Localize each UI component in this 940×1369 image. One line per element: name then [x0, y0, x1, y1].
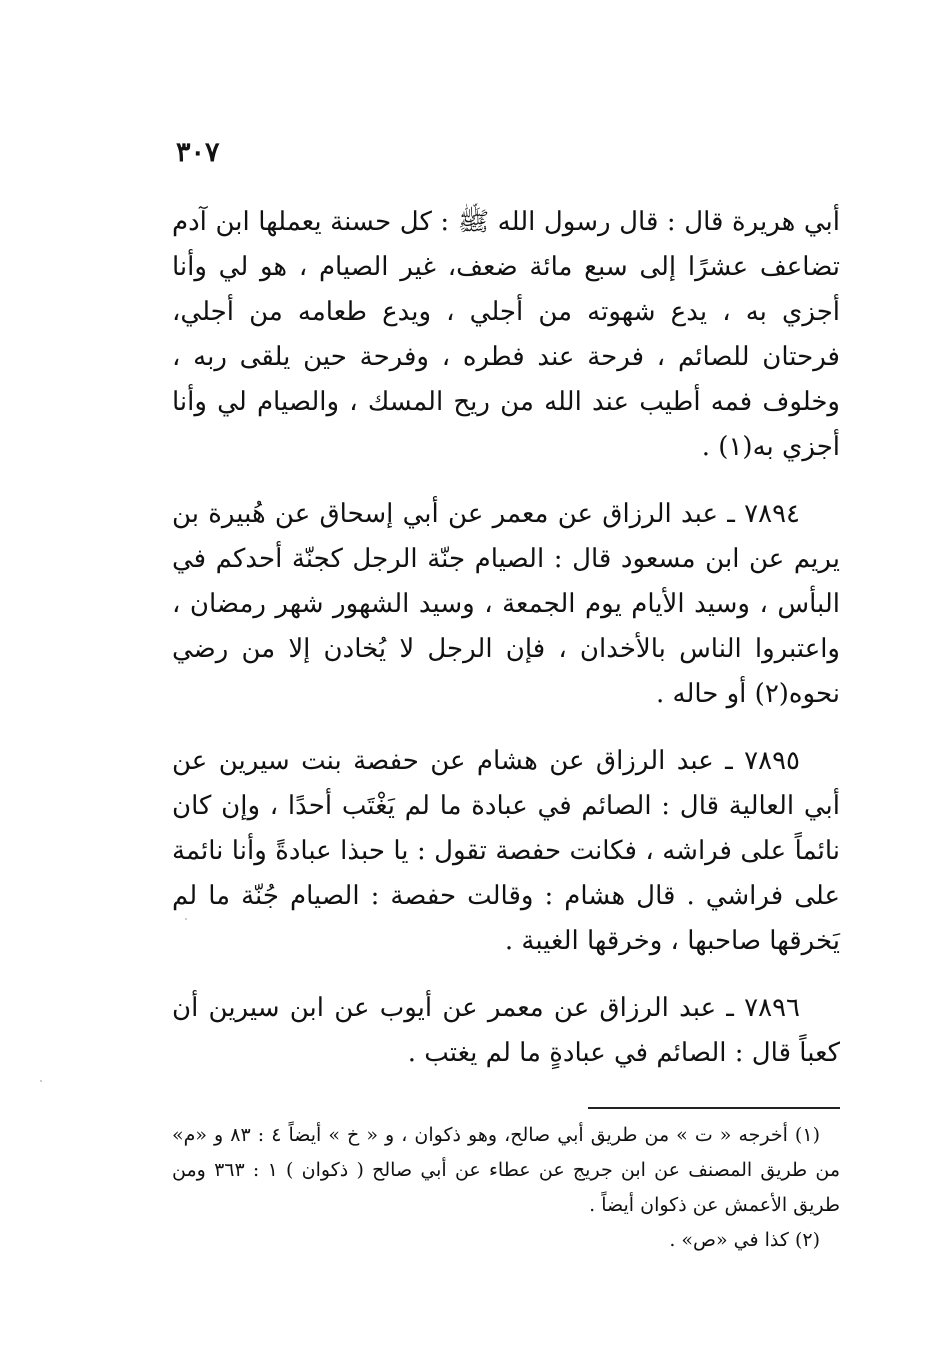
- hadith-paragraph-7894: ٧٨٩٤ ـ عبد الرزاق عن معمر عن أبي إسحاق عن هُبيرة بن يريم عن ابن مسعود قال : الصيام جنّة الرجل كجنّة أحدكم في البأس ، وسيد الأيام يوم الجمعة ، وسيد الشهور شهر رمضان ، واعتبروا الناس بالأخدان ، فإن الرجل لا يُخادن إلا من رضي نحوه(٢) أو حاله .: [172, 499, 840, 709]
- scan-speck: [185, 918, 187, 920]
- hadith-paragraph-7895: ٧٨٩٥ ـ عبد الرزاق عن هشام عن حفصة بنت سيرين عن أبي العالية قال : الصائم في عبادة ما لم يَغْتَب أحدًا ، وإن كان نائماً على فراشه ، فكانت حفصة تقول : يا حبذا عبادةً وأنا نائمة على فراشي . قال هشام : وقالت حفصة : الصيام جُنّة ما لم يَخرقها صاحبها ، وخرقها الغيبة .: [172, 746, 840, 956]
- scan-speck: [40, 1080, 42, 1082]
- footnote-1: (١) أخرجه « ت » من طريق أبي صالح، وهو ذكوان ، و « خ » أيضاً ٤ : ٨٣ و «م» من طريق المصنف عن ابن جريج عن عطاء عن أبي صالح ( ذكوان ) ١ : ٣٦٣ ومن طريق الأعمش عن ذكوان أيضاً .: [172, 1124, 841, 1216]
- page-number: ٣٠٧: [176, 137, 220, 168]
- footnotes: [172, 1118, 840, 1258]
- hadith-paragraph-continuation: أبي هريرة قال : قال رسول الله ﷺ : كل حسنة يعملها ابن آدم تضاعف عشرًا إلى سبع مائة ضعف، غير الصيام ، هو لي وأنا أجزي به ، يدع شهوته من أجلي ، ويدع طعامه من أجلي، فرحتان للصائم ، فرحة عند فطره ، وفرحة حين يلقى ربه ، وخلوف فمه أطيب عند الله من ريح المسك ، والصيام لي وأنا أجزي به(١) .: [172, 207, 840, 462]
- hadith-paragraph-7896: ٧٨٩٦ ـ عبد الرزاق عن معمر عن أيوب عن ابن سيرين أن كعباً قال : الصائم في عبادةٍ ما لم يغتب .: [172, 993, 840, 1068]
- footnote-2: (٢) كذا في «ص» .: [669, 1229, 820, 1251]
- main-text: [172, 200, 840, 1098]
- footnote-divider: [588, 1107, 840, 1109]
